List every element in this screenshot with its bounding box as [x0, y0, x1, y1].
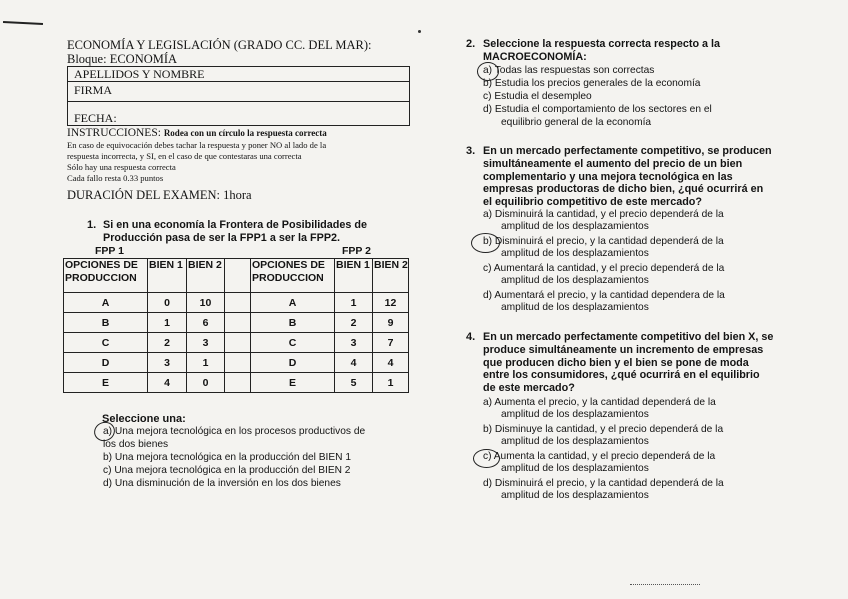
q4-text-line: En un mercado perfectamente competitivo del bien X, se	[483, 331, 774, 343]
instructions-text: Rodea con un círculo la respuesta correcta	[163, 128, 327, 138]
fpp2-bien2: 4	[373, 353, 409, 373]
fpp1-bien2: 0	[187, 373, 225, 393]
instructions	[67, 127, 327, 139]
fpp2-bien2: 7	[373, 333, 409, 353]
q4-option-c[interactable]: c) Aumenta la cantidad, y el precio dependerá de la	[483, 451, 716, 462]
q3-text	[483, 145, 772, 209]
rule-line-3: Sólo hay una respuesta correcta	[67, 162, 176, 172]
exam-title: ECONOMÍA Y LEGISLACIÓN (GRADO CC. DEL MAR):	[67, 38, 372, 52]
signature-row[interactable]	[68, 81, 409, 102]
q1-number: 1.	[87, 219, 97, 231]
q4-text-line: produce simultáneamente un incremento de empresas	[483, 343, 764, 356]
fpp1-header-bien2: BIEN 2	[187, 259, 225, 293]
table-gap-cell	[225, 373, 251, 393]
fpp2-option: A	[251, 293, 335, 313]
fpp1-header-options: OPCIONES DE PRODUCCION	[64, 259, 148, 293]
student-info-box	[67, 66, 410, 126]
table-row	[64, 313, 409, 333]
fpp-table	[63, 258, 409, 393]
fpp1-bien2: 1	[187, 353, 225, 373]
fpp1-option: E	[64, 373, 148, 393]
fpp2-bien2: 12	[373, 293, 409, 313]
fpp2-bien1: 5	[335, 373, 373, 393]
fpp1-option: D	[64, 353, 148, 373]
table-gap-cell	[225, 353, 251, 373]
q4-option-b[interactable]: b) Disminuye la cantidad, y el precio dependerá de la	[483, 424, 724, 435]
fpp2-option: D	[251, 353, 335, 373]
fpp2-bien1: 2	[335, 313, 373, 333]
fpp2-bien1: 3	[335, 333, 373, 353]
q3-option-a[interactable]: a) Disminuirá la cantidad, y el precio dependerá de la	[483, 209, 724, 220]
q4-option-a[interactable]: a) Aumenta el precio, y la cantidad dependerá de la	[483, 397, 716, 408]
q4-answer-circle	[473, 449, 500, 468]
q1-text-line: Si en una economía la Frontera de Posibilidades de	[103, 219, 367, 231]
fpp1-header-bien1: BIEN 1	[148, 259, 187, 293]
exam-duration: DURACIÓN DEL EXAMEN: 1hora	[67, 188, 252, 202]
q2-option-a[interactable]: a) Todas las respuestas son correctas	[483, 65, 655, 76]
fpp1-option: C	[64, 333, 148, 353]
q4-option-a-cont: amplitud de los desplazamientos	[501, 409, 649, 420]
q2-number: 2.	[466, 38, 476, 50]
exam-block: Bloque: ECONOMÍA	[67, 52, 178, 66]
q2-answer-circle	[477, 62, 499, 81]
q3-option-c[interactable]: c) Aumentará la cantidad, y el precio dependerá de la	[483, 263, 725, 274]
q4-text-line: de este mercado?	[483, 382, 575, 395]
q1-text	[103, 219, 367, 245]
dot-mark	[418, 30, 421, 33]
fpp1-bien1: 0	[148, 293, 187, 313]
q1-option-b[interactable]: b) Una mejora tecnológica en la producción del BIEN 1	[103, 452, 352, 463]
signature-label: FIRMA	[74, 83, 113, 97]
q3-text-line: complementario y una mejora tecnológica en las	[483, 170, 733, 183]
fpp2-header-bien1: BIEN 1	[335, 259, 373, 293]
rule-line-2: respuesta incorrecta, y SI, en el caso de que contestaras una correcta	[67, 151, 302, 161]
q2-option-b[interactable]: b) Estudia los precios generales de la economía	[483, 78, 701, 89]
q1-option-a-cont: los dos bienes	[103, 439, 169, 450]
q3-text-line: simultáneamente el aumento del precio de un bien	[483, 157, 743, 170]
q3-option-a-cont: amplitud de los desplazamientos	[501, 221, 649, 232]
q3-text-line: En un mercado perfectamente competitivo, se producen	[483, 145, 772, 157]
q4-text-line: que producen dicho bien y el bien se pone de moda	[483, 356, 749, 369]
names-row[interactable]	[68, 67, 409, 82]
fpp2-header-bien2: BIEN 2	[373, 259, 409, 293]
q2-text-line: MACROECONOMÍA:	[483, 50, 587, 63]
corner-pen-mark	[3, 21, 43, 25]
fpp2-bien2: 1	[373, 373, 409, 393]
q2-option-d-cont: equilibrio general de la economía	[501, 117, 652, 128]
q3-text-line: empresas productoras de dicho bien, ¿qué ocurrirá en	[483, 183, 764, 196]
fpp1-bien1: 2	[148, 333, 187, 353]
fpp2-bien2: 9	[373, 313, 409, 333]
date-label: FECHA:	[74, 111, 117, 125]
table-row	[64, 353, 409, 373]
fpp1-bien1: 3	[148, 353, 187, 373]
q3-option-c-cont: amplitud de los desplazamientos	[501, 275, 649, 286]
footer-scan-mark	[630, 584, 700, 587]
table-row	[64, 293, 409, 313]
fpp2-option: B	[251, 313, 335, 333]
fpp1-bien1: 4	[148, 373, 187, 393]
fpp1-bien2: 6	[187, 313, 225, 333]
q3-answer-circle	[471, 233, 500, 253]
rule-line-4: Cada fallo resta 0.33 puntos	[67, 173, 164, 183]
q3-option-b-cont: amplitud de los desplazamientos	[501, 248, 649, 259]
q2-option-c[interactable]: c) Estudia el desempleo	[483, 91, 592, 102]
fpp1-bien1: 1	[148, 313, 187, 333]
q3-option-d-cont: amplitud de los desplazamientos	[501, 302, 649, 313]
table-gap-cell	[225, 293, 251, 313]
q4-text-line: entre los consumidores, ¿qué ocurrirá en el equilibrio	[483, 369, 760, 382]
fpp1-bien2: 10	[187, 293, 225, 313]
rule-line-1: En caso de equivocación debes tachar la respuesta y poner NO al lado de la	[67, 140, 327, 150]
q4-option-c-cont: amplitud de los desplazamientos	[501, 463, 649, 474]
table-gap-cell	[225, 333, 251, 353]
q1-text-line: Producción pasa de ser la FPP1 a ser la FPP2.	[103, 231, 341, 244]
q1-option-a[interactable]: a) Una mejora tecnológica en los procesos productivos de	[103, 426, 366, 437]
q3-number: 3.	[466, 145, 476, 157]
fpp1-option: B	[64, 313, 148, 333]
names-label: APELLIDOS Y NOMBRE	[74, 67, 205, 81]
fpp2-header-options: OPCIONES DE PRODUCCION	[251, 259, 335, 293]
fpp2-bien1: 4	[335, 353, 373, 373]
q1-select-label: Seleccione una:	[102, 413, 186, 425]
fpp2-bien1: 1	[335, 293, 373, 313]
q2-text-line: Seleccione la respuesta correcta respecto a la	[483, 38, 721, 50]
fpp1-label: FPP 1	[95, 245, 124, 257]
q1-option-d[interactable]: d) Una disminución de la inversión en los dos bienes	[103, 478, 341, 489]
fpp1-option: A	[64, 293, 148, 313]
q2-text	[483, 38, 720, 64]
q3-text-line: el equilibrio competitivo de este mercado?	[483, 196, 702, 209]
q1-option-c[interactable]: c) Una mejora tecnológica en la producción del BIEN 2	[103, 465, 351, 476]
table-row	[64, 373, 409, 393]
q2-option-d[interactable]: d) Estudia el comportamiento de los sectores en el	[483, 104, 712, 115]
fpp2-option: C	[251, 333, 335, 353]
fpp2-option: E	[251, 373, 335, 393]
table-gap-cell	[225, 259, 251, 293]
instructions-label: INSTRUCCIONES:	[67, 127, 161, 139]
table-row	[64, 333, 409, 353]
fpp-header-row	[64, 259, 409, 293]
q4-option-b-cont: amplitud de los desplazamientos	[501, 436, 649, 447]
fpp1-bien2: 3	[187, 333, 225, 353]
q4-text	[483, 331, 773, 395]
q3-option-d[interactable]: d) Aumentará el precio, y la cantidad dependera de la	[483, 290, 725, 301]
q4-option-d[interactable]: d) Disminuirá el precio, y la cantidad dependerá de la	[483, 478, 724, 489]
q3-option-b[interactable]: b) Disminuirá el precio, y la cantidad dependerá de la	[483, 236, 724, 247]
q4-number: 4.	[466, 331, 476, 343]
q4-option-d-cont: amplitud de los desplazamientos	[501, 490, 649, 501]
fpp2-label: FPP 2	[342, 245, 371, 257]
table-gap-cell	[225, 313, 251, 333]
